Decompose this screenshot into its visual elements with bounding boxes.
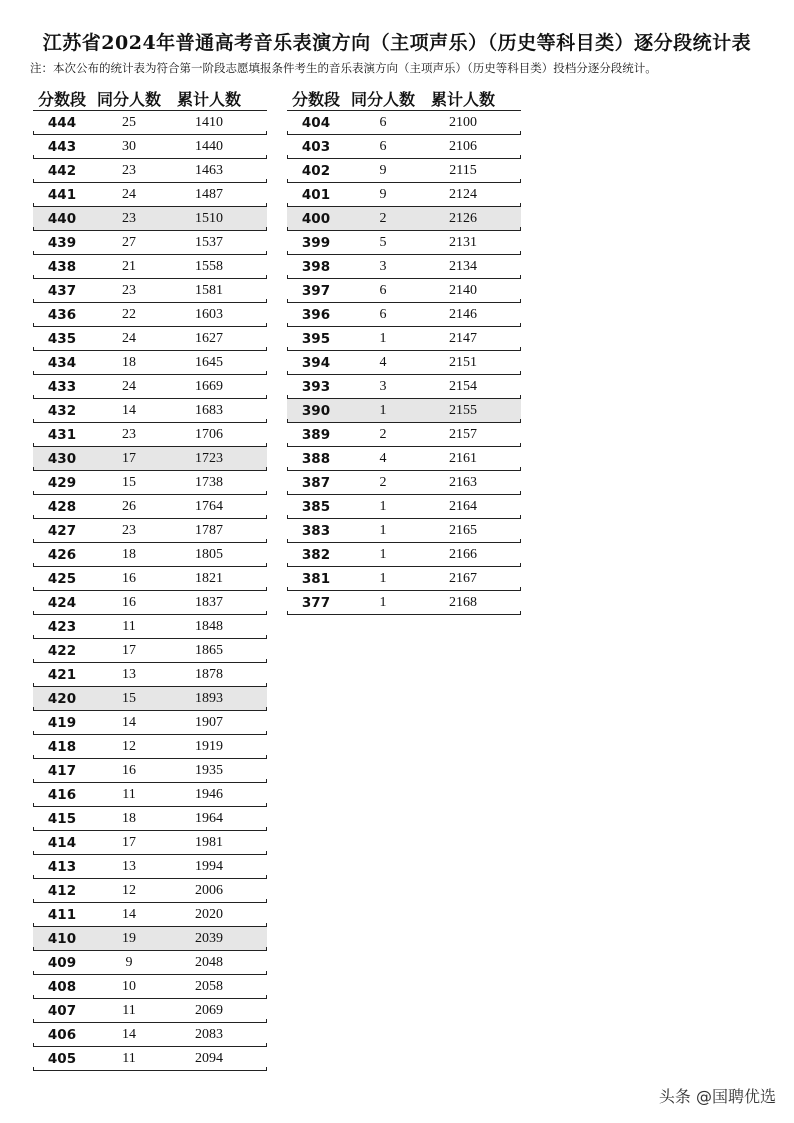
score-cell: 443 [47, 138, 77, 155]
count-cell: 17 [122, 834, 136, 850]
cumulative-cell: 2168 [449, 594, 477, 610]
cumulative-cell: 2140 [449, 282, 477, 298]
cumulative-cell: 2165 [449, 522, 477, 538]
count-cell: 26 [122, 498, 136, 514]
score-cell: 396 [301, 306, 331, 323]
score-cell: 387 [301, 474, 331, 491]
count-cell: 12 [122, 882, 136, 898]
score-cell: 419 [47, 714, 77, 731]
count-cell: 2 [379, 474, 387, 490]
score-cell: 429 [47, 474, 77, 491]
score-cell: 406 [47, 1026, 77, 1043]
score-cell: 412 [47, 882, 77, 899]
cumulative-cell: 1964 [195, 810, 223, 826]
score-cell: 438 [47, 258, 77, 275]
table-row [33, 567, 267, 591]
cumulative-cell: 2020 [195, 906, 223, 922]
table-row [33, 1023, 267, 1047]
cumulative-cell: 2163 [449, 474, 477, 490]
score-cell: 427 [47, 522, 77, 539]
score-table-right [287, 86, 521, 615]
score-cell: 407 [47, 1002, 77, 1019]
cumulative-cell: 1738 [195, 474, 223, 490]
count-cell: 6 [379, 114, 387, 130]
cumulative-cell: 1487 [195, 186, 223, 202]
count-cell: 1 [379, 570, 387, 586]
cumulative-cell: 2069 [195, 1002, 223, 1018]
cumulative-cell: 2154 [449, 378, 477, 394]
table-row [33, 327, 267, 351]
count-cell: 19 [122, 930, 136, 946]
header-cumulative: 累计人数 [176, 89, 241, 109]
score-cell: 388 [301, 450, 331, 467]
table-row [287, 327, 521, 351]
table-row [33, 159, 267, 183]
table-row [33, 687, 267, 711]
count-cell: 17 [122, 450, 136, 466]
cumulative-cell: 1981 [195, 834, 223, 850]
score-cell: 442 [47, 162, 77, 179]
cumulative-cell: 2126 [449, 210, 477, 226]
cumulative-cell: 1627 [195, 330, 223, 346]
cumulative-cell: 2115 [449, 162, 477, 178]
table-row [33, 447, 267, 471]
count-cell: 1 [379, 330, 387, 346]
cumulative-cell: 2106 [449, 138, 477, 154]
cumulative-cell: 2157 [449, 426, 477, 442]
count-cell: 11 [122, 1050, 136, 1066]
cumulative-cell: 1510 [195, 210, 223, 226]
count-cell: 1 [379, 546, 387, 562]
table-row [33, 135, 267, 159]
page-title: 江苏省2024年普通高考音乐表演方向（主项声乐）（历史等科目类）逐分段统计表 [42, 32, 752, 54]
score-cell: 436 [47, 306, 77, 323]
count-cell: 14 [122, 402, 136, 418]
count-cell: 4 [379, 354, 387, 370]
table-row [33, 951, 267, 975]
table-row [33, 783, 267, 807]
cumulative-cell: 2124 [449, 186, 477, 202]
count-cell: 16 [122, 594, 136, 610]
table-row [287, 279, 521, 303]
score-cell: 393 [301, 378, 331, 395]
table-row [287, 111, 521, 135]
score-cell: 431 [47, 426, 77, 443]
cumulative-cell: 2100 [449, 114, 477, 130]
count-cell: 15 [122, 474, 136, 490]
table-row [287, 159, 521, 183]
count-cell: 11 [122, 786, 136, 802]
count-cell: 4 [379, 450, 387, 466]
count-cell: 18 [122, 546, 136, 562]
score-cell: 395 [301, 330, 331, 347]
table-row [287, 423, 521, 447]
cumulative-cell: 2094 [195, 1050, 223, 1066]
table-row [33, 591, 267, 615]
cumulative-cell: 2155 [449, 402, 477, 418]
watermark: 头条 @国聘优选 [658, 1087, 776, 1106]
table-row [33, 471, 267, 495]
score-cell: 422 [47, 642, 77, 659]
count-cell: 5 [379, 234, 387, 250]
table-row [287, 591, 521, 615]
count-cell: 18 [122, 354, 136, 370]
table-row [287, 207, 521, 231]
cumulative-cell: 1440 [195, 138, 223, 154]
table-header [33, 86, 267, 111]
table-row [33, 279, 267, 303]
table-row [33, 807, 267, 831]
score-cell: 411 [47, 906, 77, 923]
cumulative-cell: 2146 [449, 306, 477, 322]
cumulative-cell: 1907 [195, 714, 223, 730]
table-row [33, 543, 267, 567]
count-cell: 23 [122, 162, 136, 178]
count-cell: 14 [122, 906, 136, 922]
count-cell: 24 [122, 378, 136, 394]
table-row [33, 975, 267, 999]
cumulative-cell: 1706 [195, 426, 223, 442]
count-cell: 22 [122, 306, 136, 322]
score-cell: 398 [301, 258, 331, 275]
count-cell: 3 [379, 258, 387, 274]
count-cell: 1 [379, 498, 387, 514]
cumulative-cell: 2048 [195, 954, 223, 970]
count-cell: 6 [379, 282, 387, 298]
count-cell: 11 [122, 618, 136, 634]
table-row [287, 471, 521, 495]
count-cell: 21 [122, 258, 136, 274]
count-cell: 13 [122, 858, 136, 874]
count-cell: 18 [122, 810, 136, 826]
table-header [287, 86, 521, 111]
score-cell: 381 [301, 570, 331, 587]
table-row [287, 447, 521, 471]
cumulative-cell: 2131 [449, 234, 477, 250]
table-row [33, 999, 267, 1023]
score-cell: 410 [47, 930, 77, 947]
table-row [33, 423, 267, 447]
cumulative-cell: 2151 [449, 354, 477, 370]
table-row [33, 639, 267, 663]
table-row [287, 303, 521, 327]
count-cell: 2 [379, 426, 387, 442]
score-cell: 439 [47, 234, 77, 251]
score-cell: 435 [47, 330, 77, 347]
score-table-left [33, 86, 267, 1071]
cumulative-cell: 1837 [195, 594, 223, 610]
score-cell: 426 [47, 546, 77, 563]
count-cell: 9 [379, 186, 387, 202]
count-cell: 17 [122, 642, 136, 658]
count-cell: 1 [379, 522, 387, 538]
table-row [33, 759, 267, 783]
score-cell: 413 [47, 858, 77, 875]
score-cell: 403 [301, 138, 331, 155]
count-cell: 14 [122, 1026, 136, 1042]
count-cell: 9 [379, 162, 387, 178]
cumulative-cell: 2164 [449, 498, 477, 514]
count-cell: 30 [122, 138, 136, 154]
table-row [33, 927, 267, 951]
cumulative-cell: 1821 [195, 570, 223, 586]
score-cell: 402 [301, 162, 331, 179]
cumulative-cell: 1645 [195, 354, 223, 370]
table-row [287, 567, 521, 591]
count-cell: 24 [122, 330, 136, 346]
table-row [287, 231, 521, 255]
cumulative-cell: 1919 [195, 738, 223, 754]
cumulative-cell: 1893 [195, 690, 223, 706]
table-row [33, 855, 267, 879]
header-cumulative: 累计人数 [430, 89, 495, 109]
cumulative-cell: 1787 [195, 522, 223, 538]
cumulative-cell: 2161 [449, 450, 477, 466]
table-row [33, 231, 267, 255]
table-note: 注：本次公布的统计表为符合第一阶段志愿填报条件考生的音乐表演方向（主项声乐）（历史等科目类）投档分逐分段统计。 [30, 61, 657, 75]
score-cell: 433 [47, 378, 77, 395]
count-cell: 3 [379, 378, 387, 394]
cumulative-cell: 1581 [195, 282, 223, 298]
count-cell: 16 [122, 762, 136, 778]
table-row [287, 255, 521, 279]
table-row [287, 183, 521, 207]
cumulative-cell: 1683 [195, 402, 223, 418]
score-cell: 404 [301, 114, 331, 131]
table-row [287, 519, 521, 543]
count-cell: 27 [122, 234, 136, 250]
count-cell: 9 [125, 954, 133, 970]
score-cell: 389 [301, 426, 331, 443]
count-cell: 11 [122, 1002, 136, 1018]
score-cell: 432 [47, 402, 77, 419]
table-row [287, 399, 521, 423]
table-row [287, 495, 521, 519]
count-cell: 23 [122, 210, 136, 226]
count-cell: 13 [122, 666, 136, 682]
count-cell: 15 [122, 690, 136, 706]
score-cell: 430 [47, 450, 77, 467]
score-cell: 405 [47, 1050, 77, 1067]
header-count: 同分人数 [350, 89, 415, 109]
table-row [33, 303, 267, 327]
count-cell: 2 [379, 210, 387, 226]
cumulative-cell: 1669 [195, 378, 223, 394]
count-cell: 1 [379, 594, 387, 610]
score-cell: 409 [47, 954, 77, 971]
score-cell: 416 [47, 786, 77, 803]
table-row [33, 111, 267, 135]
count-cell: 6 [379, 306, 387, 322]
score-cell: 418 [47, 738, 77, 755]
cumulative-cell: 1603 [195, 306, 223, 322]
score-cell: 417 [47, 762, 77, 779]
header-count: 同分人数 [96, 89, 161, 109]
score-cell: 415 [47, 810, 77, 827]
header-score: 分数段 [37, 89, 86, 109]
cumulative-cell: 1848 [195, 618, 223, 634]
count-cell: 12 [122, 738, 136, 754]
score-cell: 441 [47, 186, 77, 203]
cumulative-cell: 1463 [195, 162, 223, 178]
score-cell: 397 [301, 282, 331, 299]
table-row [33, 183, 267, 207]
cumulative-cell: 2039 [195, 930, 223, 946]
count-cell: 25 [122, 114, 136, 130]
table-row [287, 351, 521, 375]
score-cell: 401 [301, 186, 331, 203]
table-row [33, 879, 267, 903]
cumulative-cell: 1764 [195, 498, 223, 514]
cumulative-cell: 1558 [195, 258, 223, 274]
count-cell: 1 [379, 402, 387, 418]
score-cell: 399 [301, 234, 331, 251]
cumulative-cell: 1723 [195, 450, 223, 466]
count-cell: 24 [122, 186, 136, 202]
count-cell: 14 [122, 714, 136, 730]
cumulative-cell: 2166 [449, 546, 477, 562]
cumulative-cell: 1994 [195, 858, 223, 874]
score-cell: 434 [47, 354, 77, 371]
cumulative-cell: 1805 [195, 546, 223, 562]
table-row [33, 735, 267, 759]
score-cell: 382 [301, 546, 331, 563]
score-cell: 394 [301, 354, 331, 371]
cumulative-cell: 2058 [195, 978, 223, 994]
score-cell: 423 [47, 618, 77, 635]
score-cell: 420 [47, 690, 77, 707]
table-row [33, 519, 267, 543]
score-cell: 383 [301, 522, 331, 539]
score-cell: 428 [47, 498, 77, 515]
cumulative-cell: 2167 [449, 570, 477, 586]
cumulative-cell: 1537 [195, 234, 223, 250]
cumulative-cell: 1878 [195, 666, 223, 682]
score-cell: 408 [47, 978, 77, 995]
table-row [33, 831, 267, 855]
table-row [33, 495, 267, 519]
count-cell: 6 [379, 138, 387, 154]
cumulative-cell: 2147 [449, 330, 477, 346]
count-cell: 23 [122, 282, 136, 298]
cumulative-cell: 2134 [449, 258, 477, 274]
cumulative-cell: 1410 [195, 114, 223, 130]
cumulative-cell: 2006 [195, 882, 223, 898]
table-row [33, 615, 267, 639]
count-cell: 16 [122, 570, 136, 586]
score-cell: 424 [47, 594, 77, 611]
score-cell: 390 [301, 402, 331, 419]
header-score: 分数段 [291, 89, 340, 109]
cumulative-cell: 2083 [195, 1026, 223, 1042]
table-row [33, 711, 267, 735]
table-row [33, 663, 267, 687]
count-cell: 10 [122, 978, 136, 994]
score-cell: 385 [301, 498, 331, 515]
table-row [287, 375, 521, 399]
score-cell: 377 [301, 594, 331, 611]
score-cell: 444 [47, 114, 77, 131]
table-row [287, 135, 521, 159]
score-cell: 414 [47, 834, 77, 851]
cumulative-cell: 1946 [195, 786, 223, 802]
count-cell: 23 [122, 522, 136, 538]
score-cell: 437 [47, 282, 77, 299]
cumulative-cell: 1865 [195, 642, 223, 658]
score-cell: 400 [301, 210, 331, 227]
table-row [33, 1047, 267, 1071]
count-cell: 23 [122, 426, 136, 442]
table-row [33, 399, 267, 423]
score-cell: 425 [47, 570, 77, 587]
table-row [33, 207, 267, 231]
table-row [33, 255, 267, 279]
table-row [33, 903, 267, 927]
table-row [33, 375, 267, 399]
score-cell: 421 [47, 666, 77, 683]
score-cell: 440 [47, 210, 77, 227]
table-row [33, 351, 267, 375]
table-row [287, 543, 521, 567]
cumulative-cell: 1935 [195, 762, 223, 778]
